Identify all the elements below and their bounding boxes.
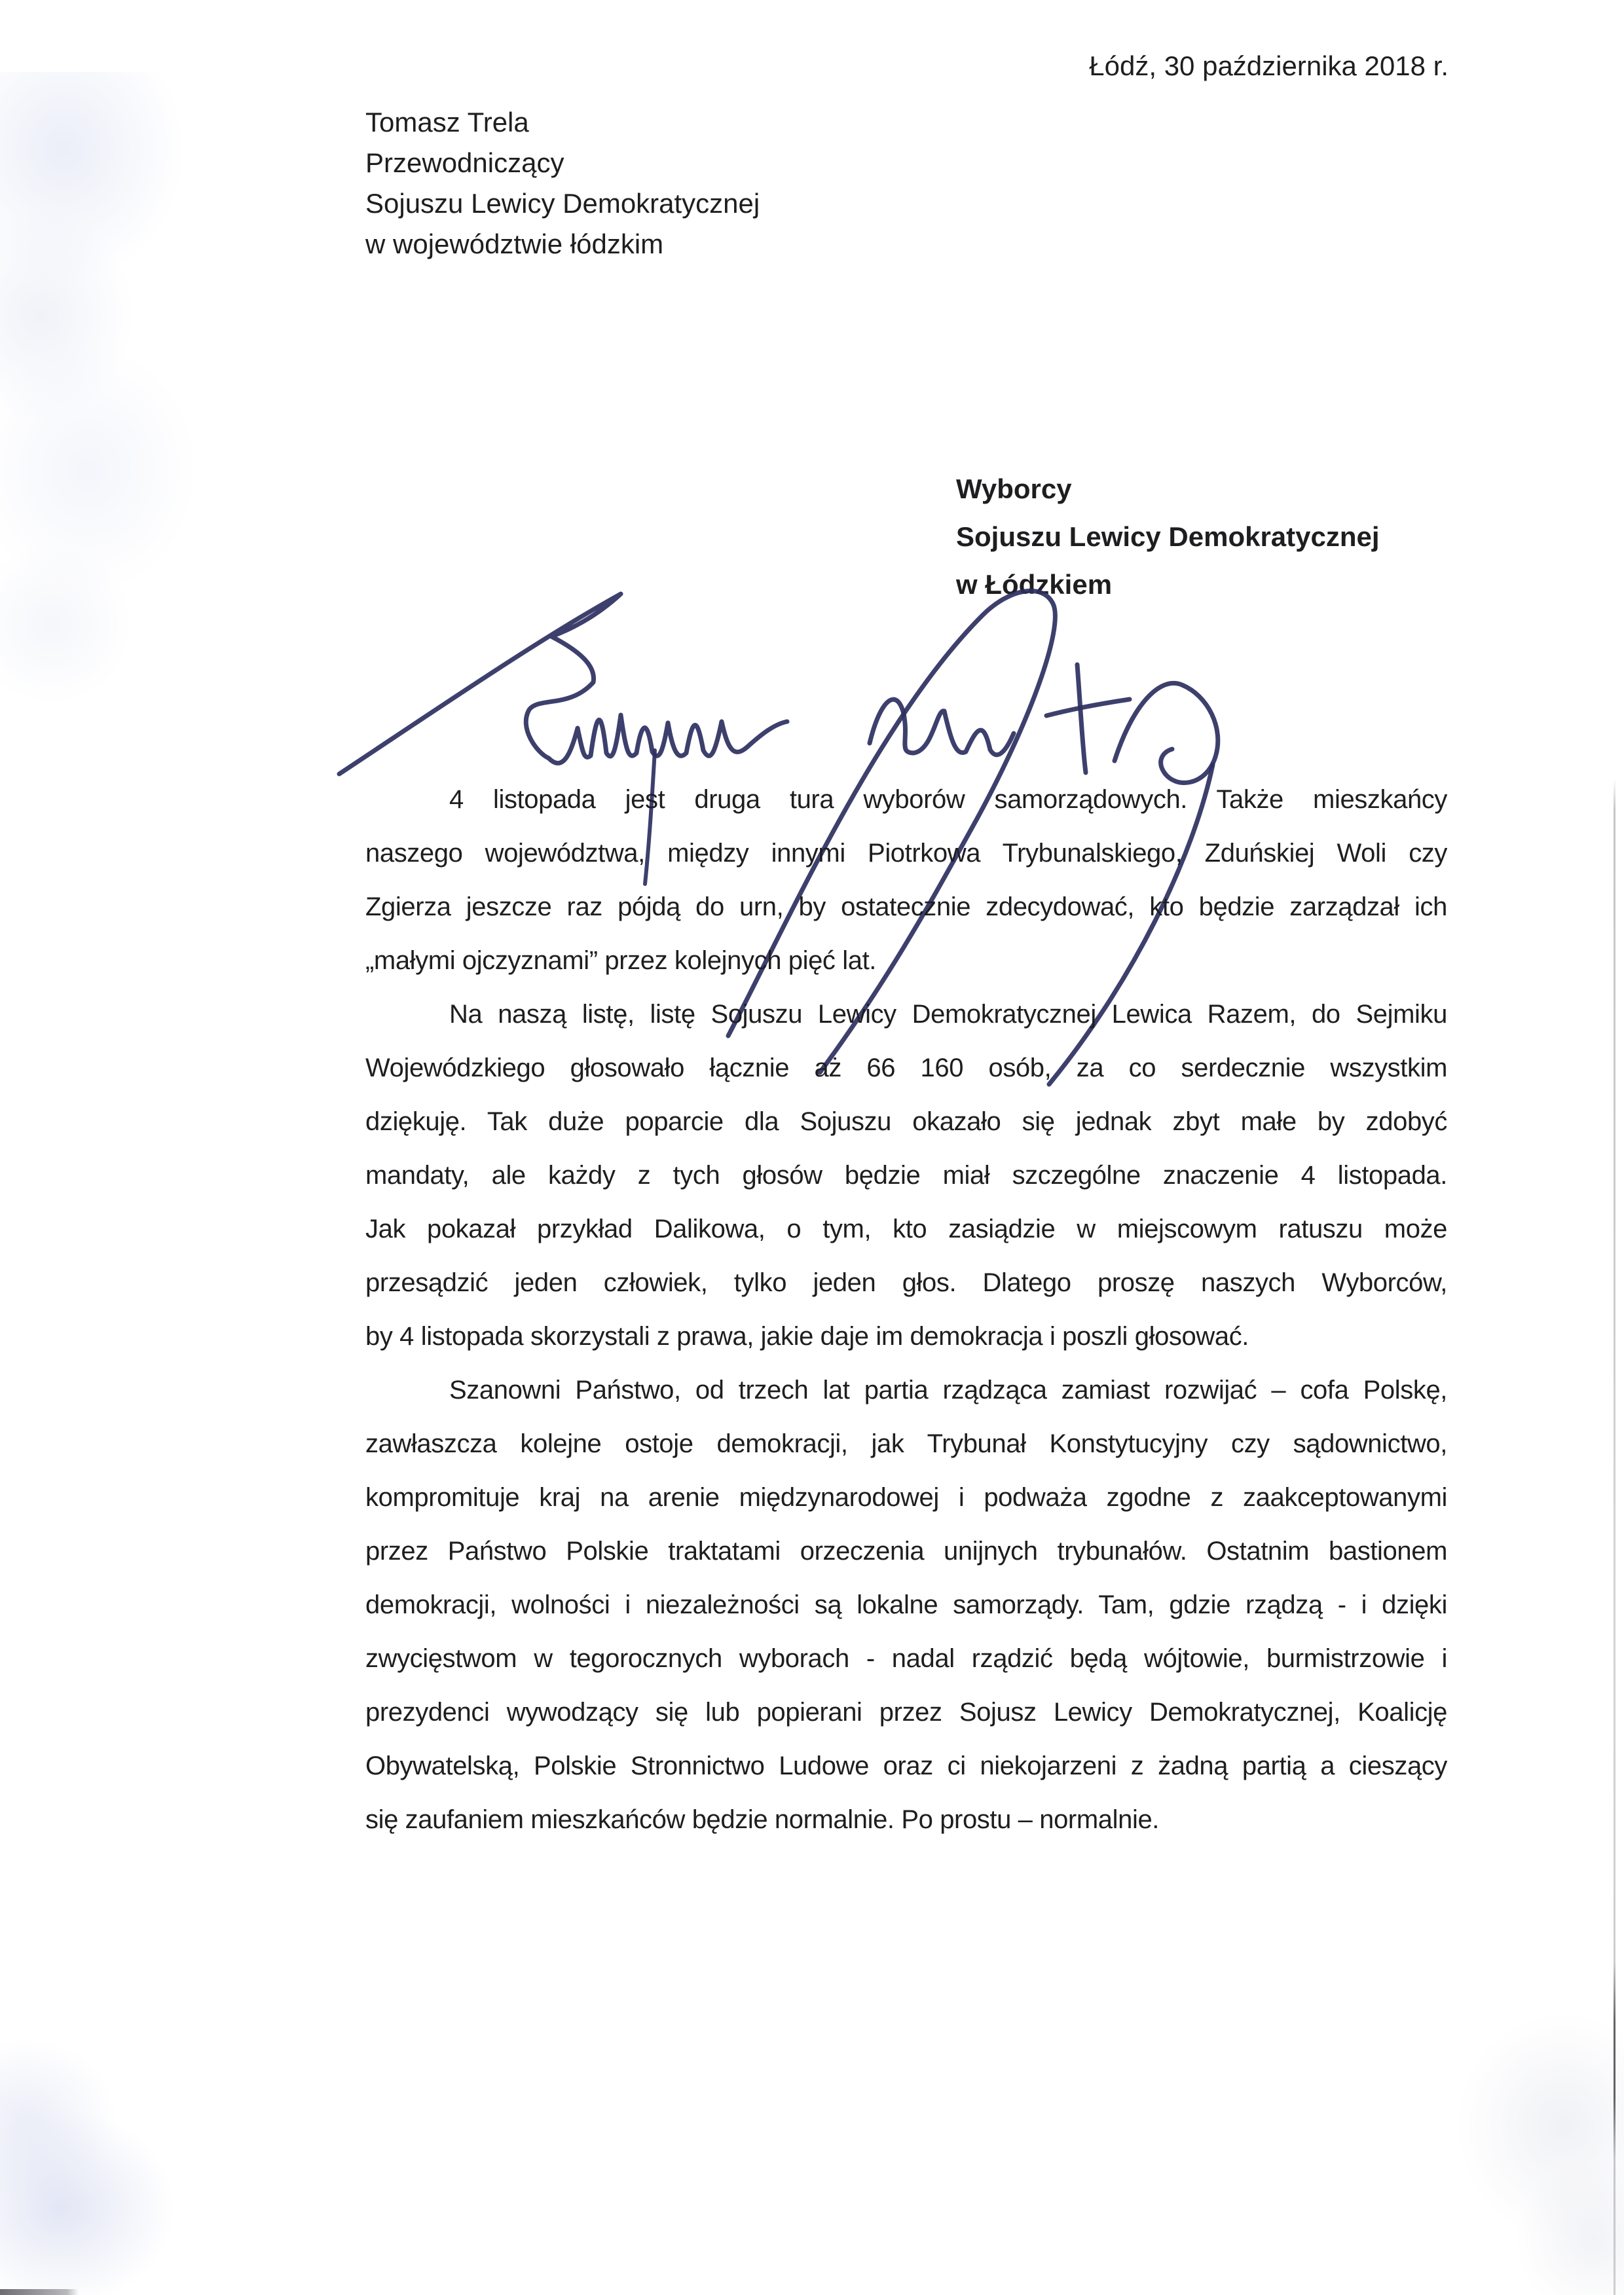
scan-artifact-bottom-right [1421,1919,1624,2295]
scan-edge-shadow [0,2289,79,2295]
recipient-block [956,465,1380,608]
paragraph-2 [365,987,1447,1363]
body-line: zwycięstwom w tegorocznych wyborach - nadal rządzić będą wójtowie, burmistrzowie i [365,1644,1447,1673]
body-line: mandaty, ale każdy z tych głosów będzie miał szczególne znaczenie 4 listopada. [365,1161,1447,1190]
body-line: prezydenci wywodzący się lub popierani przez Sojusz Lewicy Demokratycznej, Koalicję [365,1698,1447,1727]
sender-line: Sojuszu Lewicy Demokratycznej [365,188,760,219]
sender-line: w województwie łódzkim [365,229,664,259]
body-line: Szanowni Państwo, od trzech lat partia rządząca zamiast rozwijać – cofa Polskę, [449,1376,1447,1405]
body-line: Na naszą listę, listę Sojuszu Lewicy Demokratycznej Lewica Razem, do Sejmiku [449,1000,1447,1029]
body-line: demokracji, wolności i niezależności są lokalne samorządy. Tam, gdzie rządzą - i dzięki [365,1590,1447,1619]
sender-line: Tomasz Trela [365,107,529,138]
body-line: Obywatelską, Polskie Stronnictwo Ludowe oraz ci niekojarzeni z żadną partią a cieszący [365,1752,1447,1780]
recipient-line: w Łódzkiem [956,569,1113,600]
body-line: się zaufaniem mieszkańców będzie normalnie. Po prostu – normalnie. [365,1805,1159,1834]
scan-edge-line [1614,779,1615,2295]
letter-body [365,773,1447,1846]
body-line: 4 listopada jest druga tura wyborów samorządowych. Także mieszkańcy [449,785,1447,814]
sender-line: Przewodniczący [365,147,564,178]
body-line: Zgierza jeszcze raz pójdą do urn, by ostatecznie zdecydować, kto będzie zarządzał ich [365,892,1447,921]
body-line: Jak pokazał przykład Dalikowa, o tym, kto zasiądzie w miejscowym ratuszu może [365,1215,1447,1243]
body-line: dziękuję. Tak duże poparcie dla Sojuszu okazało się jednak zbyt małe by zdobyć [365,1107,1447,1136]
body-line: zawłaszcza kolejne ostoje demokracji, jak Trybunał Konstytucyjny czy sądownictwo, [365,1429,1447,1458]
body-line: „małymi ojczyznami” przez kolejnych pięć lat. [365,946,877,975]
scan-artifact-bottom-left [0,2004,216,2295]
body-line: przez Państwo Polskie traktatami orzeczenia unijnych trybunałów. Ostatnim bastionem [365,1537,1447,1566]
paragraph-1 [365,773,1447,987]
scan-artifact-top-left [0,72,288,714]
body-line: by 4 listopada skorzystali z prawa, jakie daje im demokracja i poszli głosować. [365,1322,1249,1351]
paragraph-3 [365,1363,1447,1846]
body-line: kompromituje kraj na arenie międzynarodowej i podważa zgodne z zaakceptowanymi [365,1483,1447,1512]
body-line: naszego województwa, między innymi Piotrkowa Trybunalskiego, Zduńskiej Woli czy [365,839,1447,868]
body-line: Wojewódzkiego głosowało łącznie aż 66 160 osób, za co serdecznie wszystkim [365,1054,1447,1082]
sender-block [365,102,760,265]
date-line: Łódź, 30 października 2018 r. [1089,50,1449,81]
recipient-line: Sojuszu Lewicy Demokratycznej [956,521,1380,552]
recipient-line: Wyborcy [956,473,1072,504]
body-line: przesądzić jeden człowiek, tylko jeden głos. Dlatego proszę naszych Wyborców, [365,1268,1447,1297]
